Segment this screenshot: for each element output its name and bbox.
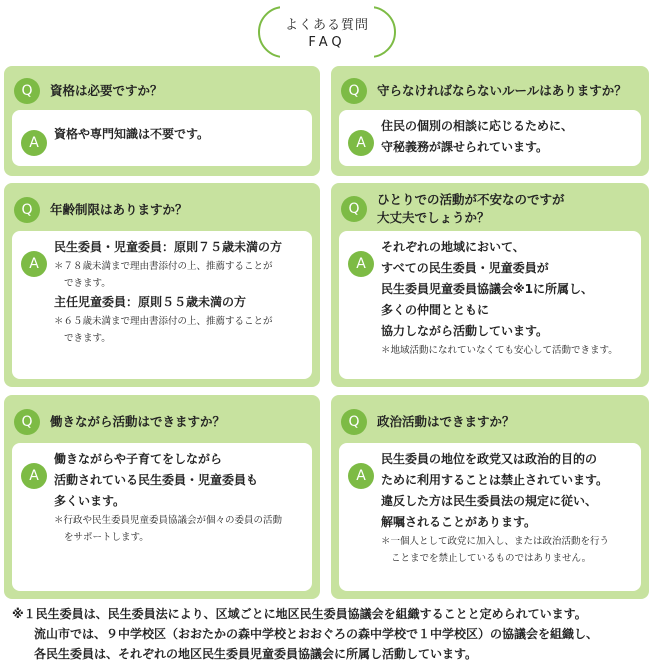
question-line: ひとりでの活動が不安なのですが (377, 192, 565, 207)
footnote-line: 流山市では、９中学校区（おおたかの森中学校とおおぐろの森中学校で１中学校区）の協議会を組織し、 (34, 627, 599, 641)
answer-line: 違反した方は民生委員法の規定に従い、 (381, 494, 598, 508)
answer-box (12, 443, 312, 591)
faq-card-age-limit (4, 183, 320, 387)
answer-line: 民生委員・児童委員：原則７５歳未満の方 (54, 240, 283, 254)
question-line: 資格は必要ですか？ (50, 83, 163, 98)
faq-card-rules (331, 66, 649, 176)
answer-box (339, 443, 641, 591)
q-badge-icon: Q (14, 197, 40, 223)
answer-note: ＊６５歳未満まで理由書添付の上、推薦することが (54, 316, 273, 327)
a-badge-icon: A (348, 130, 374, 156)
question-row (341, 191, 565, 227)
answer-note: をサポートします。 (64, 532, 149, 543)
answer-line: 守秘義務が課せられています。 (381, 140, 549, 154)
answer-note: ＊地域活動になれていなくても安心して活動できます。 (381, 345, 618, 356)
answer-line: 解嘱されることがあります。 (381, 515, 537, 529)
footnote-line: 各民生委員は、それぞれの地区民生委員児童委員協議会に所属し活動しています。 (34, 647, 478, 661)
answer-line: 多くいます。 (54, 494, 126, 508)
faq-card-politics (331, 395, 649, 599)
q-badge-icon: Q (341, 409, 367, 435)
answer-note: ＊７８歳未満まで理由書添付の上、推薦することが (54, 261, 273, 272)
question-row (14, 78, 163, 104)
a-badge-icon: A (21, 463, 47, 489)
question-line: 政治活動はできますか？ (377, 414, 515, 429)
a-badge-icon: A (348, 251, 374, 277)
q-badge-icon: Q (341, 196, 367, 222)
footnote-line: ※１民生委員は、民生委員法により、区域ごとに地区民生委員協議会を組織することと定められています。 (12, 607, 587, 621)
answer-line: それぞれの地域において、 (381, 240, 525, 254)
question-row (341, 409, 515, 435)
answer-line: 協力しながら活動しています。 (381, 324, 549, 338)
footnote (12, 604, 648, 664)
question-row (14, 409, 225, 435)
q-badge-icon: Q (14, 78, 40, 104)
question-row (14, 197, 188, 223)
answer-box (339, 110, 641, 166)
q-badge-icon: Q (14, 409, 40, 435)
answer-line: 民生委員児童委員協議会※1に所属し、 (381, 282, 594, 296)
question-text (377, 191, 565, 227)
answer-line: 多くの仲間とともに (381, 303, 490, 317)
question-text (50, 201, 188, 219)
answer-line: すべての民生委員・児童委員が (381, 261, 549, 275)
question-text (377, 82, 627, 100)
question-text (377, 413, 515, 431)
answer-note: できます。 (64, 278, 111, 289)
question-text (50, 82, 163, 100)
faq-card-working (4, 395, 320, 599)
faq-card-qualification (4, 66, 320, 176)
answer-line: 民生委員の地位を政党又は政治的目的の (381, 452, 598, 466)
answer-line: 主任児童委員：原則５５歳未満の方 (54, 295, 247, 309)
a-badge-icon: A (21, 130, 47, 156)
answer-note: ＊行政や民生委員児童委員協議会が個々の委員の活動 (54, 515, 283, 526)
q-badge-icon: Q (341, 78, 367, 104)
question-text (50, 413, 225, 431)
faq-title-ja: よくある質問 (284, 18, 369, 33)
question-row (341, 78, 627, 104)
a-badge-icon: A (21, 251, 47, 277)
faq-card-alone (331, 183, 649, 387)
question-line: 大丈夫でしょうか？ (377, 210, 490, 225)
question-line: 守らなければならないルールはありますか？ (377, 83, 627, 98)
faq-title-frame (258, 6, 396, 58)
faq-title-en: FAQ (308, 35, 346, 50)
answer-note: できます。 (64, 333, 111, 344)
answer-note: ＊一個人として政党に加入し、または政治活動を行う (381, 536, 610, 547)
answer-line: 住民の個別の相談に応じるために、 (381, 119, 574, 133)
question-line: 年齢制限はありますか？ (50, 202, 188, 217)
answer-note: ことまでを禁止しているものではありません。 (391, 553, 592, 564)
a-badge-icon: A (348, 463, 374, 489)
answer-box (339, 231, 641, 379)
answer-box (12, 110, 312, 166)
answer-line: 活動されている民生委員・児童委員も (54, 473, 259, 487)
question-line: 働きながら活動はできますか？ (50, 414, 226, 429)
answer-line: ために利用することは禁止されています。 (381, 473, 609, 487)
answer-box (12, 231, 312, 379)
answer-line: 働きながらや子育てをしながら (54, 452, 223, 466)
answer-line: 資格や専門知識は不要です。 (54, 127, 210, 141)
